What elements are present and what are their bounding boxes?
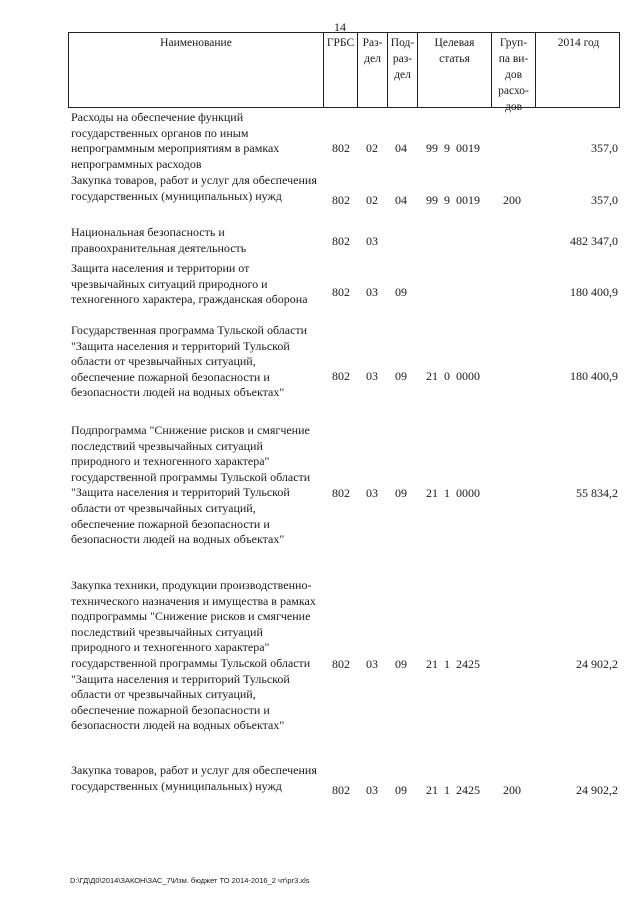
row-name: Расходы на обеспечение функций государственных органов по иным непрограммным мероприятиям в рамках непрограммных расходов — [71, 110, 280, 171]
page-number: 14 — [334, 20, 346, 34]
row-name: Национальная безопасность и правоохранительная деятельность — [71, 225, 247, 255]
row-sum: 55 834,2 — [576, 486, 618, 500]
row-sum: 180 400,9 — [570, 285, 618, 299]
row-grbs: 802 — [332, 193, 350, 207]
row-razdel: 02 — [366, 193, 378, 207]
row-grbs: 802 — [332, 369, 350, 383]
row-podrazdel: 09 — [395, 285, 407, 299]
row-celevaya: 21 1 2425 — [426, 783, 480, 797]
row-sum: 180 400,9 — [570, 369, 618, 383]
table-header — [68, 32, 620, 113]
row-razdel: 02 — [366, 141, 378, 155]
row-razdel: 03 — [366, 234, 378, 248]
header-grbs: ГРБС — [323, 33, 357, 107]
row-sum: 357,0 — [591, 141, 618, 155]
row-name: Защита населения и территории от чрезвычайных ситуаций природного и техногенного характера, гражданская оборона — [71, 261, 308, 307]
row-grbs: 802 — [332, 657, 350, 671]
header-name: Наименование — [160, 37, 232, 49]
header-celevaya: Целевая статья — [417, 33, 491, 107]
table-row — [68, 261, 620, 323]
row-podrazdel: 09 — [395, 657, 407, 671]
row-grbs: 802 — [332, 141, 350, 155]
row-razdel: 03 — [366, 486, 378, 500]
row-gruppa: 200 — [503, 783, 521, 797]
table-row — [68, 225, 620, 261]
row-celevaya: 99 9 0019 — [426, 141, 480, 155]
row-name: Закупка техники, продукции производственно-технического назначения и имущества в рамках подпрограммы "Снижение рисков и смягчение последствий чрезвычайных ситуаций природного и техногенного характера" государственной программы Тульской области "Защита населения и территорий Тульской области от чрезвычайных ситуаций, обеспечение пожарной безопасности и безопасности людей на водных объектах" — [71, 578, 316, 733]
table-row — [68, 423, 620, 578]
row-sum: 24 902,2 — [576, 783, 618, 797]
row-razdel: 03 — [366, 783, 378, 797]
header-razdel: Раз- дел — [357, 33, 387, 107]
header-podrazdel: Под- раз- дел — [387, 33, 417, 107]
row-name: Подпрограмма "Снижение рисков и смягчение последствий чрезвычайных ситуаций природного и техногенного характера" государственной программы Тульской области "Защита населения и территорий Тульской области от чрезвычайных ситуаций, обеспечение пожарной безопасности и безопасности людей на водных объектах" — [71, 423, 311, 547]
row-grbs: 802 — [332, 234, 350, 248]
header-year: 2014 год — [535, 33, 621, 107]
row-podrazdel: 04 — [395, 193, 407, 207]
row-grbs: 802 — [332, 486, 350, 500]
row-razdel: 03 — [366, 657, 378, 671]
table-row — [68, 110, 620, 173]
table-row — [68, 173, 620, 225]
row-name: Государственная программа Тульской области "Защита населения и территорий Тульской области от чрезвычайных ситуаций, обеспечение пожарной безопасности и безопасности людей на водных объектах" — [71, 323, 308, 400]
row-celevaya: 21 0 0000 — [426, 369, 480, 383]
row-celevaya: 21 1 0000 — [426, 486, 480, 500]
row-celevaya: 99 9 0019 — [426, 193, 480, 207]
row-grbs: 802 — [332, 285, 350, 299]
header-gruppa: Груп- па ви- дов расхо- дов — [491, 33, 535, 107]
row-sum: 24 902,2 — [576, 657, 618, 671]
table-row — [68, 578, 620, 763]
row-sum: 357,0 — [591, 193, 618, 207]
table-row — [68, 323, 620, 423]
row-podrazdel: 09 — [395, 486, 407, 500]
row-gruppa: 200 — [503, 193, 521, 207]
row-name: Закупка товаров, работ и услуг для обеспечения государственных (муниципальных) нужд — [71, 763, 317, 793]
row-razdel: 03 — [366, 369, 378, 383]
footer-file-path: D:\ГД\Д0\2014\ЗАКОН\ЗАС_7\Изм. бюджет ТО 2014-2016_2 чт\pr3.xls — [70, 876, 310, 885]
row-name: Закупка товаров, работ и услуг для обеспечения государственных (муниципальных) нужд — [71, 173, 317, 203]
table-body — [68, 110, 620, 818]
row-razdel: 03 — [366, 285, 378, 299]
row-sum: 482 347,0 — [570, 234, 618, 248]
row-grbs: 802 — [332, 783, 350, 797]
row-podrazdel: 04 — [395, 141, 407, 155]
table-row — [68, 763, 620, 818]
row-celevaya: 21 1 2425 — [426, 657, 480, 671]
row-podrazdel: 09 — [395, 369, 407, 383]
row-podrazdel: 09 — [395, 783, 407, 797]
